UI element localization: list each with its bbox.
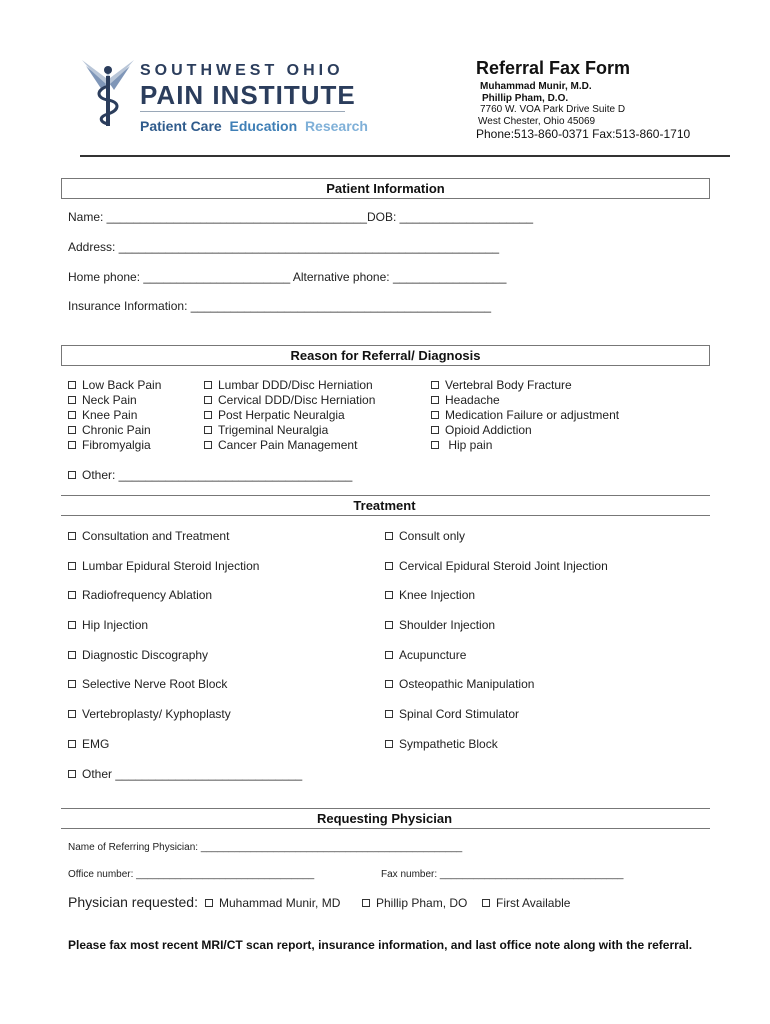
checkbox-icon <box>204 381 212 389</box>
checkbox-consult-only[interactable]: Consult only <box>385 529 465 543</box>
checkbox-icon <box>431 381 439 389</box>
checkbox-diagnostic-discography[interactable]: Diagnostic Discography <box>68 648 208 662</box>
address-line-1: 7760 W. VOA Park Drive Suite D <box>480 104 626 115</box>
checkbox-icon <box>385 562 393 570</box>
logo-tagline <box>140 118 368 134</box>
checkbox-neck-pain[interactable]: Neck Pain <box>68 393 137 407</box>
checkbox-icon <box>68 621 76 629</box>
checkbox-icon <box>385 532 393 540</box>
checkbox-vertebral-body-fracture[interactable]: Vertebral Body Fracture <box>431 378 572 392</box>
treatment-top-rule <box>61 495 710 496</box>
insurance-field[interactable]: Insurance Information: _____________________________________________ <box>68 299 492 313</box>
section-requesting-physician: Requesting Physician <box>316 811 453 826</box>
checkbox-icon <box>68 532 76 540</box>
referring-physician-field[interactable]: Name of Referring Physician: _______________________________________________ <box>68 842 463 853</box>
checkbox-shoulder-injection[interactable]: Shoulder Injection <box>385 618 495 632</box>
checkbox-icon <box>482 899 490 907</box>
checkbox-lumbar-epidural[interactable]: Lumbar Epidural Steroid Injection <box>68 559 259 573</box>
checkbox-icon <box>68 426 76 434</box>
checkbox-hip-injection[interactable]: Hip Injection <box>68 618 148 632</box>
checkbox-lumbar-ddd[interactable]: Lumbar DDD/Disc Herniation <box>204 378 373 392</box>
checkbox-chronic-pain[interactable]: Chronic Pain <box>68 423 151 437</box>
checkbox-icon <box>385 710 393 718</box>
checkbox-icon <box>205 899 213 907</box>
checkbox-fibromyalgia[interactable]: Fibromyalgia <box>68 438 151 452</box>
checkbox-icon <box>385 740 393 748</box>
checkbox-icon <box>68 471 76 479</box>
checkbox-icon <box>68 740 76 748</box>
tagline-education: Education <box>229 118 298 134</box>
name-dob-field[interactable]: Name: _______________________________________DOB: ____________________ <box>68 210 534 224</box>
checkbox-acupuncture[interactable]: Acupuncture <box>385 648 466 662</box>
address-field[interactable]: Address: _________________________________________________________ <box>68 240 500 254</box>
checkbox-trigeminal-neuralgia[interactable]: Trigeminal Neuralgia <box>204 423 328 437</box>
logo-line-1: SOUTHWEST OHIO <box>140 62 344 79</box>
address-line-2: West Chester, Ohio 45069 <box>478 116 596 127</box>
form-title: Referral Fax Form <box>476 58 631 78</box>
office-number-field[interactable]: Office number: ________________________________ <box>68 869 315 880</box>
fax-number-field[interactable]: Fax number: _________________________________ <box>381 869 624 880</box>
checkbox-radiofrequency-ablation[interactable]: Radiofrequency Ablation <box>68 588 212 602</box>
checkbox-muhammad-munir[interactable]: Muhammad Munir, MD <box>205 896 340 910</box>
checkbox-icon <box>385 651 393 659</box>
logo <box>80 56 136 128</box>
checkbox-osteopathic-manipulation[interactable]: Osteopathic Manipulation <box>385 677 534 691</box>
checkbox-icon <box>204 426 212 434</box>
checkbox-cervical-epidural[interactable]: Cervical Epidural Steroid Joint Injection <box>385 559 608 573</box>
checkbox-sympathetic-block[interactable]: Sympathetic Block <box>385 737 498 751</box>
section-patient-information: Patient Information <box>61 178 710 199</box>
checkbox-icon <box>431 441 439 449</box>
checkbox-icon <box>68 411 76 419</box>
doctor-1: Muhammad Munir, M.D. <box>480 81 592 92</box>
checkbox-cancer-pain[interactable]: Cancer Pain Management <box>204 438 357 452</box>
tagline-patient-care: Patient Care <box>140 118 222 134</box>
checkbox-icon <box>431 426 439 434</box>
checkbox-icon <box>431 396 439 404</box>
checkbox-icon <box>204 441 212 449</box>
checkbox-icon <box>68 381 76 389</box>
checkbox-knee-injection[interactable]: Knee Injection <box>385 588 475 602</box>
tagline-research: Research <box>304 118 368 134</box>
caduceus-icon <box>80 56 136 128</box>
checkbox-icon <box>385 591 393 599</box>
section-reason-for-referral: Reason for Referral/ Diagnosis <box>61 345 710 366</box>
checkbox-post-herpatic-neuralgia[interactable]: Post Herpatic Neuralgia <box>204 408 345 422</box>
phone-fax: Phone:513-860-0371 Fax:513-860-1710 <box>476 127 691 141</box>
logo-line-2: PAIN INSTITUTE <box>140 80 356 110</box>
fax-instructions: Please fax most recent MRI/CT scan report, insurance information, and last office note along with the referral. <box>68 938 693 952</box>
checkbox-cervical-ddd[interactable]: Cervical DDD/Disc Herniation <box>204 393 375 407</box>
doctor-2: Phillip Pham, D.O. <box>482 93 569 104</box>
checkbox-consultation-and-treatment[interactable]: Consultation and Treatment <box>68 529 229 543</box>
checkbox-icon <box>68 770 76 778</box>
checkbox-emg[interactable]: EMG <box>68 737 109 751</box>
checkbox-icon <box>385 680 393 688</box>
checkbox-headache[interactable]: Headache <box>431 393 500 407</box>
checkbox-vertebroplasty[interactable]: Vertebroplasty/ Kyphoplasty <box>68 707 231 721</box>
physician-requested-label: Physician requested: <box>68 894 198 910</box>
checkbox-phillip-pham[interactable]: Phillip Pham, DO <box>362 896 467 910</box>
checkbox-icon <box>204 411 212 419</box>
checkbox-treatment-other[interactable]: Other ____________________________ <box>68 767 302 781</box>
checkbox-reason-other[interactable]: Other: ___________________________________ <box>68 468 352 482</box>
checkbox-spinal-cord-stimulator[interactable]: Spinal Cord Stimulator <box>385 707 519 721</box>
checkbox-icon <box>68 651 76 659</box>
checkbox-selective-nerve-root-block[interactable]: Selective Nerve Root Block <box>68 677 227 691</box>
checkbox-icon <box>68 396 76 404</box>
checkbox-icon <box>204 396 212 404</box>
treatment-bottom-rule <box>61 515 710 516</box>
phone-field[interactable]: Home phone: ______________________ Alternative phone: _________________ <box>68 270 507 284</box>
checkbox-icon <box>68 680 76 688</box>
section-treatment: Treatment <box>353 498 416 513</box>
checkbox-icon <box>68 591 76 599</box>
checkbox-low-back-pain[interactable]: Low Back Pain <box>68 378 161 392</box>
header-divider <box>80 155 730 157</box>
physician-top-rule <box>61 808 710 809</box>
logo-divider <box>140 111 345 112</box>
checkbox-icon <box>68 710 76 718</box>
checkbox-first-available[interactable]: First Available <box>482 896 570 910</box>
checkbox-opioid-addiction[interactable]: Opioid Addiction <box>431 423 532 437</box>
checkbox-icon <box>385 621 393 629</box>
checkbox-icon <box>431 411 439 419</box>
checkbox-icon <box>68 562 76 570</box>
checkbox-medication-failure[interactable]: Medication Failure or adjustment <box>431 408 619 422</box>
checkbox-hip-pain[interactable]: Hip pain <box>431 438 492 452</box>
checkbox-icon <box>68 441 76 449</box>
checkbox-icon <box>362 899 370 907</box>
checkbox-knee-pain[interactable]: Knee Pain <box>68 408 137 422</box>
physician-bottom-rule <box>61 828 710 829</box>
